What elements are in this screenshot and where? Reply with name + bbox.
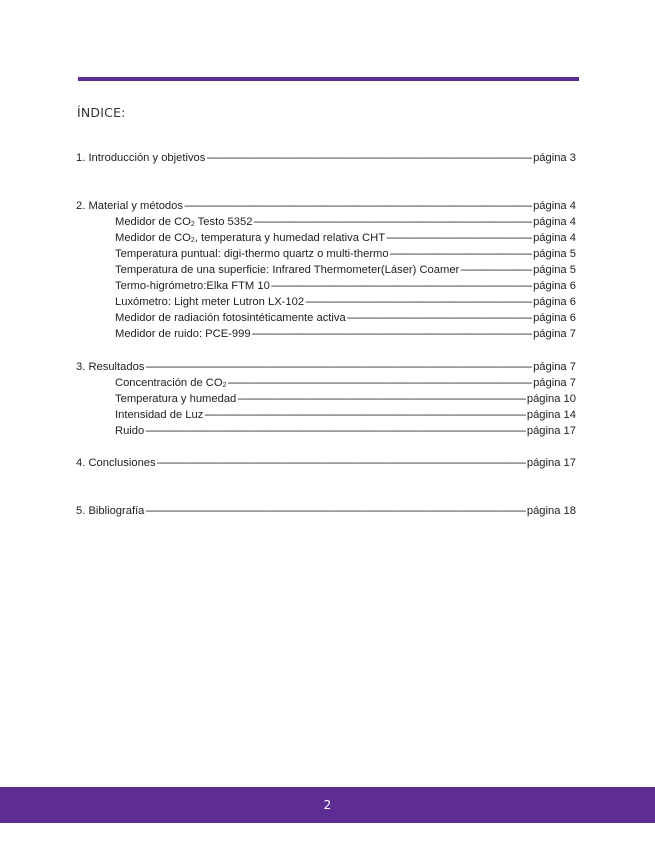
toc-entry-label: Medidor de radiación fotosintéticamente activa [115, 312, 346, 324]
toc-page-number: página 10 [526, 393, 576, 405]
toc-entry-label: Intensidad de Luz [115, 409, 204, 421]
toc-page-number: página 7 [533, 377, 576, 389]
toc-page-number: página 17 [526, 457, 576, 469]
toc-subentry-temperatura-humedad[interactable] [115, 392, 576, 406]
toc-entry-label: Concentración de $CO_2$ [115, 377, 227, 389]
toc-entry-label: Temperatura y humedad [115, 393, 237, 405]
toc-page-number: página 5 [533, 248, 576, 260]
toc-page-number: página 4 [533, 232, 576, 244]
header-rule [78, 77, 579, 81]
toc-page-number: página 6 [533, 296, 576, 308]
toc-page-number: página 4 [533, 216, 576, 228]
toc-subentry-cht[interactable] [115, 231, 576, 248]
toc-leader [386, 231, 532, 245]
toc-subentry-radiacion[interactable] [115, 311, 576, 325]
toc-leader [237, 392, 526, 406]
toc-entry-label: Medidor de ruido: PCE-999 [115, 328, 251, 340]
toc-page-number: página 5 [533, 264, 576, 276]
toc-entry-bibliografia[interactable] [76, 504, 576, 518]
toc-page-number: página 6 [533, 280, 576, 292]
toc-subentry-intensidad-luz[interactable] [115, 408, 576, 422]
toc-leader [145, 504, 525, 518]
page-footer [0, 787, 655, 823]
toc-entry-resultados[interactable] [76, 360, 576, 374]
toc-leader [252, 327, 532, 341]
toc-entry-label: Temperatura puntual: digi-thermo quartz o multi-thermo [115, 248, 389, 260]
page-title: ÍNDICE: [77, 105, 126, 120]
toc-page-number: página 7 [533, 328, 576, 340]
toc-leader [390, 247, 532, 261]
toc-entry-label: 3. Resultados [76, 361, 145, 373]
toc-entry-label: 5. Bibliografía [76, 505, 145, 517]
toc-page-number: página 14 [526, 409, 576, 421]
toc-leader [253, 215, 532, 229]
toc-leader [145, 424, 526, 438]
toc-subentry-co2[interactable] [115, 376, 576, 393]
toc-entry-label: Termo-higrómetro:Elka FTM 10 [115, 280, 270, 292]
toc-entry-introduccion[interactable] [76, 151, 576, 165]
toc-entry-label: 4. Conclusiones [76, 457, 156, 469]
toc-entry-label: Ruido [115, 425, 145, 437]
toc-entry-conclusiones[interactable] [76, 456, 576, 470]
toc-leader [271, 279, 532, 293]
toc-subentry-testo[interactable] [115, 215, 576, 232]
toc-leader [145, 360, 532, 374]
toc-entry-label: 1. Introducción y objetivos [76, 152, 206, 164]
toc-page-number: página 3 [533, 152, 576, 164]
toc-entry-label: Medidor de $CO_2$, temperatura y humedad relativa CHT [115, 232, 386, 244]
toc-subentry-termohigrometro[interactable] [115, 279, 576, 293]
toc-subentry-temperatura-superficie[interactable] [115, 263, 576, 277]
toc-page-number: página 17 [526, 425, 576, 437]
toc-page-number: página 4 [533, 200, 576, 212]
toc-page-number: página 7 [533, 361, 576, 373]
toc-subentry-temperatura-puntual[interactable] [115, 247, 576, 261]
toc-leader [228, 376, 533, 390]
page-number: 2 [323, 798, 332, 812]
toc-leader [347, 311, 532, 325]
toc-leader [157, 456, 526, 470]
toc-entry-label: Medidor de $CO_2$ Testo 5352 [115, 216, 253, 228]
toc-leader [460, 263, 532, 277]
toc-entry-label: Temperatura de una superficie: Infrared Thermometer(Láser) Coamer [115, 264, 460, 276]
toc-subentry-ruido-medidor[interactable] [115, 327, 576, 341]
toc-page-number: página 6 [533, 312, 576, 324]
toc-entry-label: Luxómetro: Light meter Lutron LX-102 [115, 296, 305, 308]
toc-page-number: página 18 [526, 505, 576, 517]
toc-subentry-luxometro[interactable] [115, 295, 576, 309]
toc-leader [305, 295, 532, 309]
toc-subentry-ruido[interactable] [115, 424, 576, 438]
toc-leader [204, 408, 526, 422]
toc-leader [184, 199, 532, 213]
toc-entry-label: 2. Material y métodos [76, 200, 183, 212]
toc-leader [206, 151, 532, 165]
toc-entry-material[interactable] [76, 199, 576, 213]
